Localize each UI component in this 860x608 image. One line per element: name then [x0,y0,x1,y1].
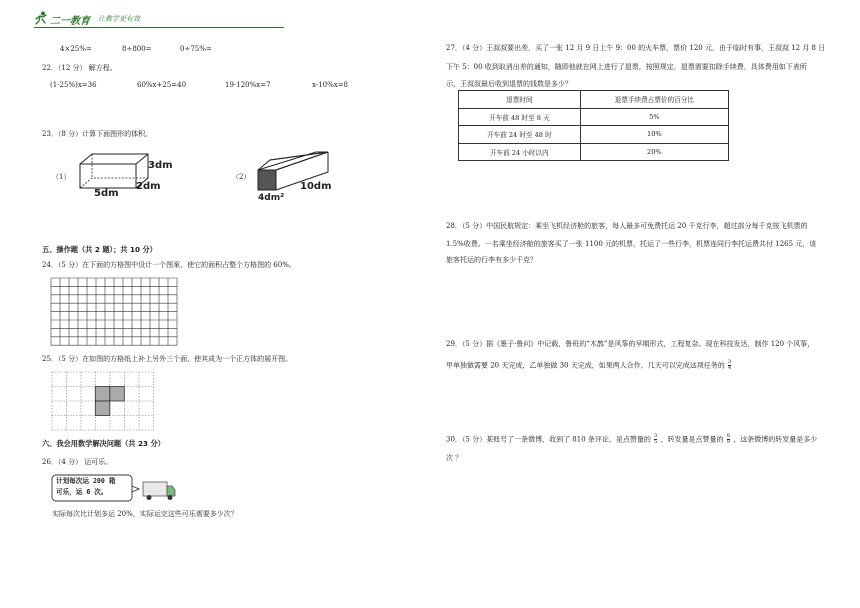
q22-eq-2: 60%x+25=40 [137,81,187,89]
q27-line-3: 示，王叔叔最后收到退票的钱数是多少？ [446,80,572,88]
fraction-denominator: 5 [654,439,658,445]
prism-area-label: 4dm² [258,193,285,203]
q30-part-3: ，这条微博的转发量是多少 [733,435,818,444]
fraction-numerator: 8 [726,433,730,439]
fraction-numerator: 3 [727,359,732,365]
q23-fig2-label: （2） [232,173,251,181]
section-6-title: 六、我会用数学解决问题（共 23 分） [42,439,165,448]
cuboid-length-label: 5dm [94,188,119,199]
prism-length-label: 10dm [300,181,332,192]
cuboid-depth-label: 2dm [136,181,161,192]
q24-grid [51,278,178,346]
q26-text: 实际每次比计划多运 20%，实际运完这些可乐需要多少次？ [52,510,238,518]
table-cell: 开车前 48 时至 8 天 [459,108,581,126]
q23-fig1-label: （1） [52,173,71,181]
q29-fraction [728,360,731,371]
q26-bubble-line-1: 计划每次运 200 箱 [56,477,116,485]
q27-line-1: 27．（4 分）王叔叔要出差，买了一张 12 月 9 日上午 9：00 的火车票，票价 120 元，由于临时有事，王叔叔 12 月 8 日 [446,44,826,52]
q29-line-1: 29．（5 分）据《墨子·鲁问》中记载，鲁班的“木鹊”是风筝的早期形式，工程复杂。现在科技发达，制作 120 个风筝， [446,340,815,348]
q22-title: 22．（12 分） 解方程。 [42,64,117,72]
q26-bubble-line-2: 可乐，运 6 次。 [56,488,108,496]
table-row [459,108,729,126]
cuboid-height-label: 3dm [148,160,173,171]
table-cell: 开车前 24 小时以内 [459,143,581,161]
table-cell: 5% [580,108,728,126]
q22-eq-4: x-10%x=8 [312,81,349,89]
q28-line-3: 旅客托运的行李有多少千克？ [446,256,537,264]
q30-part-2: ，转发量是点赞量的 [660,435,724,444]
q28-line-2: 1.5%收费。一名乘坐经济舱的旅客买了一张 1100 元的机票，托运了一些行李，机票连同行李托运费共付 1265 元，该 [446,240,817,248]
table-header-cell: 退票手续费占票价的百分比 [580,91,728,109]
header-divider [34,27,284,28]
fraction-denominator: 9 [726,439,730,445]
q26-title: 26．（4 分） 运可乐。 [42,458,113,466]
q21-calc-3: 0÷75%= [180,45,212,53]
q22-eq-3: 19-120%x=7 [225,81,271,89]
q22-eq-1: (1-25%)x=36 [50,81,97,89]
q24-text: 24．（5 分）在下面的方格图中设计一个图案，使它的面积占整个方格图的 60%。 [42,261,296,269]
table-cell: 开车前 24 时至 48 时 [459,126,581,144]
table-header-cell: 退票时间 [459,91,581,109]
table-cell: 20% [580,143,728,161]
fraction-denominator: 4 [727,365,732,371]
q30-fraction-2 [727,434,730,445]
q29-line-2 [446,360,732,371]
q23-title: 23．（8 分）计算下面图形的体积。 [42,130,153,138]
q21-calc-1: 4×25%= [60,45,92,53]
q30-line-2: 次 ？ [446,454,463,462]
table-row [459,143,729,161]
q25-text: 25．（5 分）在如图的方格纸上补上另外三个面，使其成为一个正方体的展开图。 [42,355,293,363]
q21-calc-2: 8÷800= [122,45,152,53]
fraction-numerator: 3 [654,433,658,439]
q25-grid [52,372,156,432]
logo-slogan: 让教学更有效 [98,15,140,23]
section-5-title: 五、操作题（共 2 题）；共 10 分） [42,245,157,254]
q30-line-1 [446,434,817,445]
q27-line-2: 下午 5：00 收到取消出差的通知，随即他就在网上进行了退票，按照规定，退票需要扣除手续费，具体费用如下表所 [446,63,807,71]
q28-line-1: 28．（5 分）中国民航规定：乘坐飞机经济舱的旅客，每人最多可免费托运 20 千克行李，超过部分每千克按飞机票的 [446,222,808,230]
logo-name: 二一教育 [50,16,90,27]
q29-line-2-text: 甲单独做需要 20 天完成，乙单独做 30 天完成，如果两人合作，几天可以完成这项任务的 [446,361,725,370]
runner-logo-icon [34,11,48,25]
refund-table [458,90,729,161]
q30-part-1: 30．（5 分）某账号了一条微博，收到了 810 条评论，是点赞量的 [446,435,651,444]
q30-fraction-1 [654,434,657,445]
table-row [459,126,729,144]
table-cell: 10% [580,126,728,144]
table-header-row [459,91,729,109]
